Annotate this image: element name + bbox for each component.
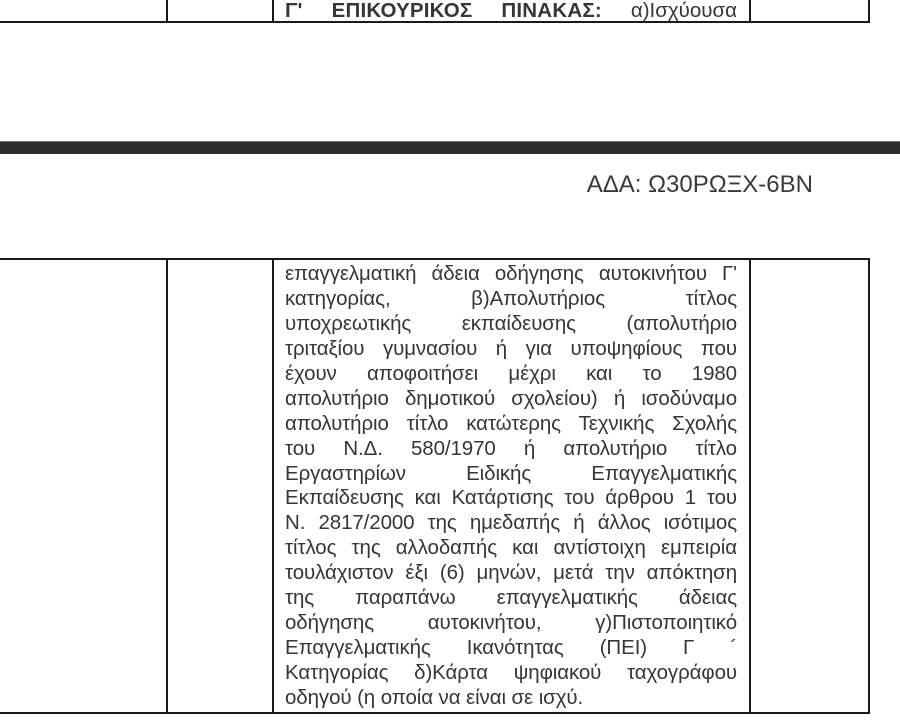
paragraph-line: Κατηγορίας δ)Κάρτα ψηφιακού ταχογράφου [285,661,737,684]
paragraph-line: απολυτήριο τίτλο κατώτερης Τεχνικής Σχολής [285,411,737,435]
paragraph-line: Εκπαίδευσης και Κατάρτισης του άρθρου 1 του [285,486,737,510]
requirements-paragraph-cell [274,260,749,712]
page-break-separator [0,141,900,154]
previous-page-table-row [0,0,870,23]
ada-code-stamp: ΑΔΑ: Ω30ΡΩΞΧ-6ΒΝ [586,171,813,198]
table-column-border [749,260,751,712]
paragraph-line: τριταξίου γυμνασίου ή για υποψηφίους που [285,336,737,360]
paragraph-line: υποχρεωτικής εκπαίδευσης (απολυτήριο [285,311,737,335]
paragraph-line: οδηγού (η οποία να είναι σε ισχύ. [285,685,584,709]
category-heading-token: ΕΠΙΚΟΥΡΙΚΟΣ [331,0,473,21]
paragraph-line: έχουν αποφοιτήσει μέχρι και το 1980 [285,361,737,385]
paragraph-line: επαγγελματική άδεια οδήγησης αυτοκινήτου Γ' [285,262,737,285]
paragraph-line: του Ν.Δ. 580/1970 ή απολυτήριο τίτλο [285,436,737,460]
table-column-border [166,260,168,712]
paragraph-line: Ν. 2817/2000 της ημεδαπής ή άλλος ισότιμος [285,511,737,535]
paragraph-line: Εργαστηρίων Ειδικής Επαγγελματικής [285,461,737,485]
paragraph-line: της παραπάνω επαγγελματικής άδειας [285,586,737,610]
paragraph-line: οδήγησης αυτοκινήτου, γ)Πιστοποιητικό [285,611,737,635]
category-heading-token: Γ' [285,0,303,21]
table-right-border [868,0,870,21]
category-heading-token: ΠΙΝΑΚΑΣ: [501,0,602,21]
paragraph-line: κατηγορίας, β)Απολυτήριος τίτλος [285,286,737,310]
paragraph-line: τίτλος της αλλοδαπής και αντίστοιχη εμπειρία [285,536,737,560]
paragraph-line: τουλάχιστον έξι (6) μηνών, μετά την απόκτηση [285,561,737,585]
paragraph-line: απολυτήριο δημοτικού σχολείου) ή ισοδύναμο [285,386,737,410]
table-column-border [749,0,751,21]
category-value: α)Ισχύουσα [630,0,737,21]
paragraph-line: Επαγγελματικής Ικανότητας (ΠΕΙ) Γ ´ [285,636,737,660]
category-heading-cell [274,0,749,21]
table-right-border [868,260,870,712]
table-column-border [166,0,168,21]
requirements-table [0,258,870,714]
